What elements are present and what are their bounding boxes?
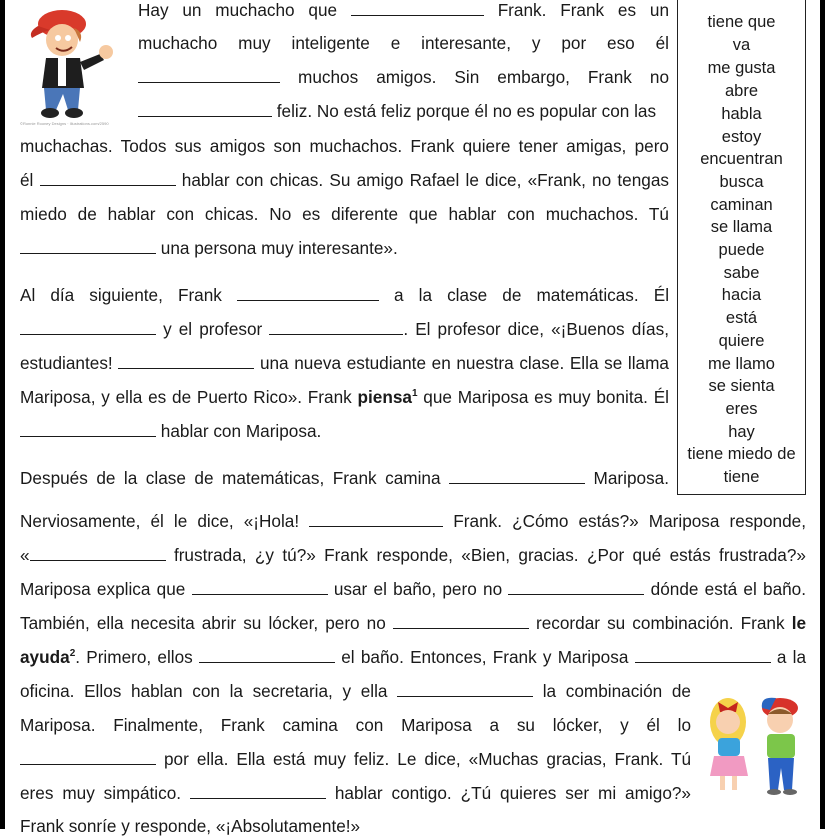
word-bank-item: tiene miedo de	[687, 445, 796, 463]
vocab-word: piensa	[357, 387, 412, 407]
text-line: Frank sonríe y responde, «¡Absolutamente!»	[20, 816, 361, 836]
text-line: muchos amigos. Sin embargo, Frank no	[138, 67, 669, 87]
blank-20[interactable]	[20, 750, 156, 765]
text-line: oficina. Ellos hablan con la secretaria, y ella la combinación de	[20, 681, 691, 701]
word-bank-item: sabe	[723, 264, 760, 282]
word-bank-item: me llamo	[708, 355, 775, 373]
blank-9[interactable]	[118, 354, 254, 369]
word-bank-item: busca	[719, 173, 764, 191]
blank-11[interactable]	[449, 469, 585, 484]
blank-2[interactable]	[138, 68, 280, 83]
blank-3[interactable]	[138, 102, 272, 117]
text-line: eres muy simpático. hablar contigo. ¿Tú quieres ser mi amigo?»	[20, 783, 691, 803]
footnote-marker: 1	[411, 388, 418, 399]
blank-15[interactable]	[508, 580, 644, 595]
text-line: También, ella necesita abrir su lócker, pero no recordar su combinación. Frank le	[20, 613, 807, 633]
text-line: « frustrada, ¿y tú?» Frank responde, «Bien, gracias. ¿Por qué estás frustrada?»	[20, 545, 806, 565]
word-bank-item: encuentran	[700, 150, 783, 168]
blank-7[interactable]	[20, 320, 156, 335]
blank-18[interactable]	[635, 648, 771, 663]
text-line: y el profesor . El profesor dice, «¡Buenos días,	[20, 319, 669, 339]
blank-16[interactable]	[393, 614, 529, 629]
kids-illustration	[700, 690, 812, 798]
blank-12[interactable]	[309, 512, 443, 527]
blank-17[interactable]	[199, 648, 335, 663]
word-bank-item: hacia	[721, 286, 762, 304]
word-bank-item: tiene que	[707, 13, 776, 31]
footnote-marker: 2	[69, 648, 76, 659]
word-bank-item: estoy	[721, 128, 762, 146]
text-line: Nerviosamente, él le dice, «¡Hola! Frank. ¿Cómo estás?» Mariposa responde,	[20, 511, 806, 531]
text-line: muchachas. Todos sus amigos son muchachos. Frank quiere tener amigas, pero	[20, 136, 669, 156]
text-line: miedo de hablar con chicas. No es diferente que hablar con muchachos. Tú	[20, 204, 669, 224]
word-bank-item: caminan	[710, 196, 773, 214]
word-bank-item: tiene	[723, 468, 760, 486]
page-border-left	[0, 0, 5, 829]
text-line: ayuda$^2$. Primero, ellos el baño. Entonces, Frank y Mariposa a la	[20, 647, 807, 667]
blank-1[interactable]	[351, 1, 484, 16]
blank-8[interactable]	[269, 320, 403, 335]
text-line: Hay un muchacho que Frank. Frank es un	[138, 0, 670, 20]
blank-13[interactable]	[30, 546, 166, 561]
word-bank-item: abre	[724, 82, 759, 100]
text-line: Después de la clase de matemáticas, Frank camina Mariposa.	[20, 468, 670, 488]
vocab-word: le	[791, 613, 807, 633]
blank-4[interactable]	[40, 171, 176, 186]
word-bank-item: me gusta	[707, 59, 776, 77]
word-bank	[677, 0, 806, 495]
boy-illustration	[18, 2, 122, 120]
text-line: Mariposa explica que usar el baño, pero no dónde está el baño.	[20, 579, 807, 599]
blank-6[interactable]	[237, 286, 379, 301]
word-bank-item: se llama	[710, 218, 773, 236]
text-line: hablar con Mariposa.	[20, 421, 669, 441]
blank-14[interactable]	[192, 580, 328, 595]
text-line: Al día siguiente, Frank a la clase de matemáticas. Él	[20, 285, 670, 305]
blank-19[interactable]	[397, 682, 533, 697]
blank-21[interactable]	[190, 784, 326, 799]
blank-10[interactable]	[20, 422, 156, 437]
text-line: muchacho muy inteligente e interesante, y por eso él	[138, 33, 669, 53]
illustration-credit: ©Ronnie Rooney Designs · Illustrations.com/2590	[20, 121, 109, 126]
word-bank-item: va	[732, 36, 751, 54]
word-bank-item: habla	[721, 105, 762, 123]
text-line: estudiantes! una nueva estudiante en nuestra clase. Ella se llama	[20, 353, 669, 373]
word-bank-item: eres	[725, 400, 758, 418]
text-line: una persona muy interesante».	[20, 238, 669, 258]
text-line: Mariposa, y ella es de Puerto Rico». Frank piensa$^1$ que Mariposa es muy bonita. Él	[20, 387, 669, 407]
text-line: por ella. Ella está muy feliz. Le dice, «Muchas gracias, Frank. Tú	[20, 749, 691, 769]
vocab-word: ayuda	[20, 647, 70, 667]
page-border-right	[820, 0, 825, 829]
text-line: Mariposa. Finalmente, Frank camina con Mariposa a su lócker, y él lo	[20, 715, 691, 735]
text-line: feliz. No está feliz porque él no es popular con las	[138, 101, 669, 121]
blank-5[interactable]	[20, 239, 156, 254]
text-line: él hablar con chicas. Su amigo Rafael le dice, «Frank, no tengas	[20, 170, 669, 190]
word-bank-item: quiere	[718, 332, 765, 350]
word-bank-item: está	[725, 309, 758, 327]
word-bank-item: puede	[718, 241, 765, 259]
word-bank-item: se sienta	[708, 377, 775, 395]
word-bank-item: hay	[728, 423, 755, 441]
